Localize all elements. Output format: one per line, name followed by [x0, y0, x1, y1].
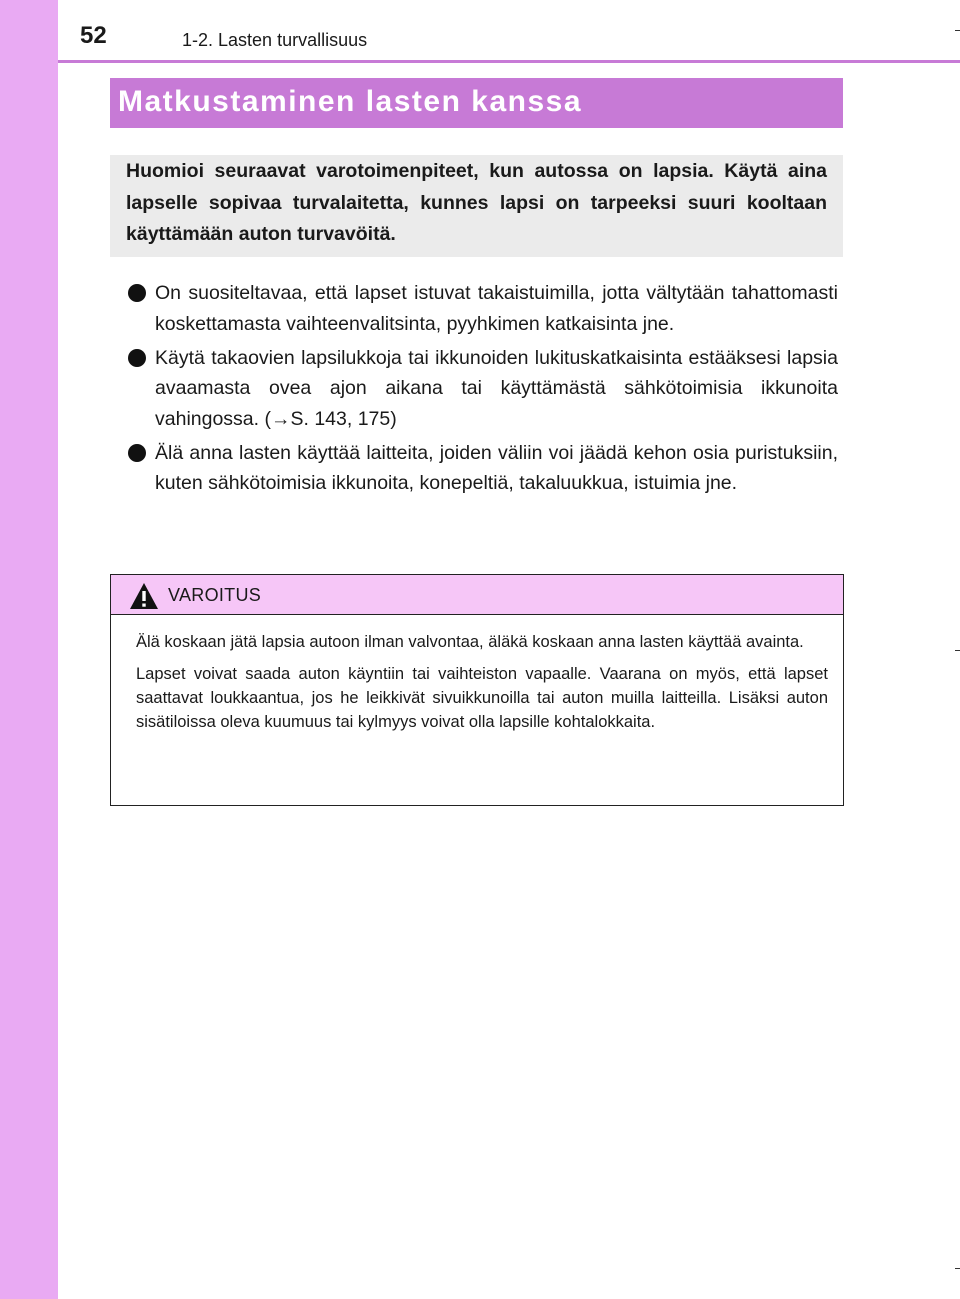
list-item-text: Käytä takaovien lapsilukkoja tai ikkunoiden lukituskatkaisinta estääksesi lapsia avaamasta ovea ajon aikana tai käyttämästä sähkötoimisia ikkunoita vahingossa. (→S. 143, 175): [155, 346, 838, 430]
warning-label: VAROITUS: [168, 585, 262, 605]
warning-box: [110, 574, 844, 806]
warning-paragraph: Älä koskaan jätä lapsia autoon ilman valvontaa, äläkä koskaan anna lasten käyttää avainta.: [136, 633, 804, 651]
page-number: 52: [80, 22, 107, 49]
header-divider: [58, 60, 960, 63]
bullet-icon: [128, 284, 146, 302]
bullet-icon: [128, 444, 146, 462]
intro-text: Huomioi seuraavat varotoimenpiteet, kun autossa on lapsia. Käytä aina lapselle sopivaa turvalaitetta, kunnes lapsi on tarpeeksi suuri kooltaan käyttämään auton turvavöitä.: [126, 160, 827, 245]
section-label: 1-2. Lasten turvallisuus: [182, 30, 368, 50]
list-item: [126, 438, 838, 499]
crop-mark: [955, 650, 960, 651]
list-item: [126, 278, 838, 339]
side-color-band: [0, 0, 58, 1299]
bullet-icon: [128, 349, 146, 367]
warning-body: [111, 615, 843, 734]
list-item-text: On suositeltavaa, että lapset istuvat takaistuimilla, jotta vältytään tahattomasti koskettamasta vaihteenvalitsinta, pyyhkimen katkaisinta jne.: [155, 282, 838, 335]
warning-paragraph: Lapset voivat saada auton käyntiin tai vaihteiston vapaalle. Vaarana on myös, että lapset saattavat loukkaantua, jos he leikkivät sivuikkunoilla tai auton muilla laitteilla. Lisäksi auton sisätiloissa oleva kuumuus tai kylmyys voivat olla lapsille kohtalokkaita.: [136, 665, 828, 731]
warning-header: [111, 575, 843, 615]
list-item: [126, 343, 838, 435]
crop-mark: [955, 30, 960, 31]
crop-mark: [955, 1268, 960, 1269]
page-title: Matkustaminen lasten kanssa: [118, 85, 583, 118]
list-item-text: Älä anna lasten käyttää laitteita, joiden väliin voi jäädä kehon osia puristuksiin, kuten sähkötoimisia ikkunoita, konepeltiä, takaluukkua, istuimia jne.: [155, 441, 838, 494]
title-bar: [110, 78, 843, 128]
intro-box: [110, 155, 843, 257]
bullet-list: [126, 278, 838, 502]
warning-triangle-icon: [129, 582, 159, 610]
